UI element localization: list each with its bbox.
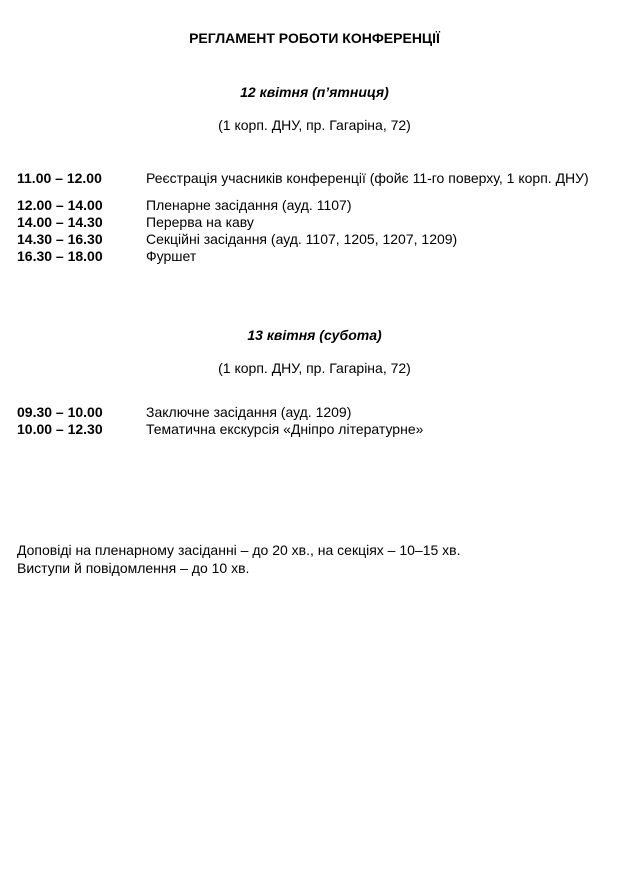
schedule-desc: Тематична екскурсія «Дніпро літературне» <box>146 421 424 437</box>
schedule-time: 16.30 – 18.00 <box>17 248 103 264</box>
schedule-desc: Заключне засідання (ауд. 1209) <box>146 404 352 420</box>
note-line: Виступи й повідомлення – до 10 хв. <box>17 560 250 576</box>
day1-schedule <box>17 170 605 265</box>
schedule-time: 11.00 – 12.00 <box>17 170 102 186</box>
schedule-row <box>17 170 605 187</box>
schedule-desc: Секційні засідання (ауд. 1107, 1205, 1207, 1209) <box>146 231 458 247</box>
schedule-row <box>17 421 605 438</box>
notes <box>17 541 607 577</box>
schedule-time: 14.00 – 14.30 <box>17 214 103 230</box>
schedule-time: 12.00 – 14.00 <box>17 197 103 213</box>
schedule-time: 10.00 – 12.30 <box>17 421 103 437</box>
schedule-row <box>17 214 605 231</box>
schedule-desc: Реєстрація учасників конференції (фойє 11-го поверху, 1 корп. ДНУ) <box>146 170 589 186</box>
schedule-desc: Фуршет <box>146 248 197 264</box>
schedule-row <box>17 197 605 214</box>
schedule-row <box>17 404 605 421</box>
day1-date: 12 квітня (п’ятниця) <box>240 84 389 100</box>
day2-address: (1 корп. ДНУ, пр. Гагаріна, 72) <box>218 360 411 376</box>
schedule-time: 14.30 – 16.30 <box>17 231 103 247</box>
page-title: РЕГЛАМЕНТ РОБОТИ КОНФЕРЕНЦІЇ <box>189 30 440 46</box>
schedule-desc: Пленарне засідання (ауд. 1107) <box>146 197 352 213</box>
note-line: Доповіді на пленарному засіданні – до 20 хв., на секціях – 10–15 хв. <box>17 542 461 558</box>
day2-schedule <box>17 404 605 438</box>
day1-address: (1 корп. ДНУ, пр. Гагаріна, 72) <box>218 117 411 133</box>
schedule-row <box>17 231 605 248</box>
day2-date: 13 квітня (субота) <box>247 327 382 343</box>
schedule-desc: Перерва на каву <box>146 214 254 230</box>
schedule-row <box>17 248 605 265</box>
schedule-time: 09.30 – 10.00 <box>17 404 103 420</box>
